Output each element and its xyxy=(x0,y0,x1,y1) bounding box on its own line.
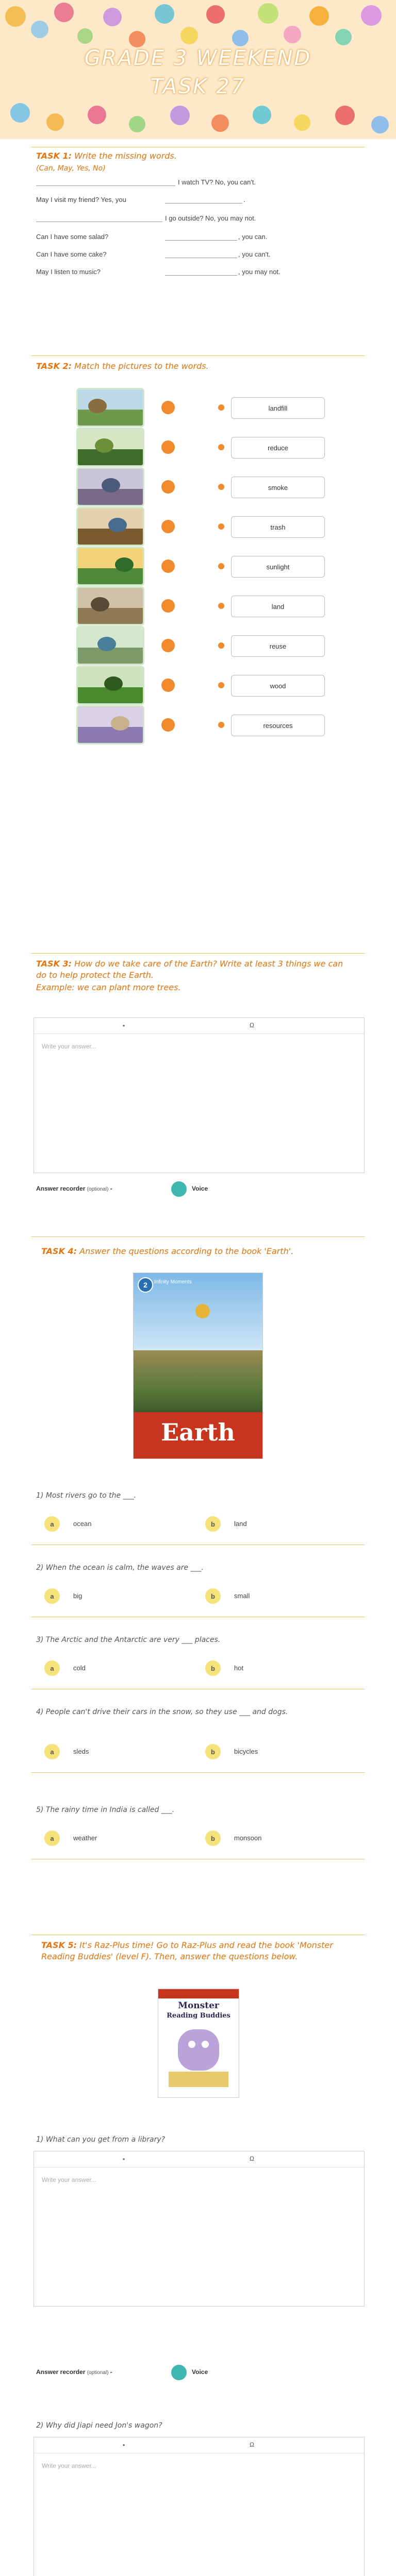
watercolor-dot xyxy=(361,5,382,26)
option-a-text[interactable]: weather xyxy=(73,1834,97,1842)
match-picture[interactable] xyxy=(76,428,144,467)
match-connector-left[interactable] xyxy=(161,599,175,613)
match-word-smoke[interactable]: smoke xyxy=(231,477,325,498)
banner-title-line1: GRADE 3 WEEKEND xyxy=(84,46,312,70)
match-word-sunlight[interactable]: sunlight xyxy=(231,556,325,578)
match-picture[interactable] xyxy=(76,388,144,427)
option-a-text[interactable]: sleds xyxy=(73,1748,89,1755)
recorder-optional: (optional) xyxy=(87,1187,109,1192)
watercolor-dot xyxy=(294,114,310,131)
task1-hint: (Can, May, Yes, No) xyxy=(36,164,106,173)
task1-instruction: Write the missing words. xyxy=(74,151,177,161)
watercolor-dot xyxy=(211,114,229,132)
match-connector-right[interactable] xyxy=(218,444,224,450)
match-picture[interactable] xyxy=(76,626,144,665)
match-word-land[interactable]: land xyxy=(231,596,325,617)
match-picture[interactable] xyxy=(76,507,144,546)
match-connector-right[interactable] xyxy=(218,404,224,411)
picture-detail xyxy=(95,438,113,453)
option-b-badge[interactable]: b xyxy=(205,1744,221,1759)
task1-line6-suffix: , you may not. xyxy=(238,268,280,276)
match-connector-left[interactable] xyxy=(161,718,175,732)
book-title: Earth xyxy=(161,1418,235,1446)
picture-detail xyxy=(104,676,123,691)
task5-instruction: It's Raz-Plus time! Go to Raz-Plus and read the book 'Monster Reading Buddies' (level F). Then, answer the questions below. xyxy=(41,1940,333,1961)
task4-question-3: 3) The Arctic and the Antarctic are very ___ places. xyxy=(36,1636,221,1644)
task3-answer-editor[interactable] xyxy=(34,1018,365,1173)
option-b-text[interactable]: land xyxy=(234,1520,247,1528)
match-connector-left[interactable] xyxy=(161,639,175,652)
editor-toolbar xyxy=(34,2151,364,2167)
match-picture[interactable] xyxy=(76,705,144,744)
picture-ground xyxy=(78,727,143,743)
option-a-badge[interactable]: a xyxy=(44,1744,60,1759)
bullet-list-icon[interactable]: • xyxy=(123,2442,125,2449)
bullet-list-icon[interactable]: • xyxy=(123,2156,125,2163)
picture-sky xyxy=(78,588,143,608)
watercolor-dot xyxy=(31,21,48,38)
watercolor-dot xyxy=(46,113,64,131)
task4-label: TASK 4: xyxy=(41,1246,77,1256)
match-connector-right[interactable] xyxy=(218,563,224,569)
watercolor-dot xyxy=(88,106,106,124)
divider xyxy=(31,953,365,954)
match-connector-right[interactable] xyxy=(218,603,224,609)
task1-line5-suffix: , you can't. xyxy=(238,250,271,258)
task4-instruction: Answer the questions according to the book 'Earth'. xyxy=(79,1246,294,1256)
task2-instruction: Match the pictures to the words. xyxy=(74,361,209,371)
picture-ground xyxy=(78,529,143,545)
picture-ground xyxy=(78,410,143,426)
cover-top-band xyxy=(158,1989,239,1998)
watercolor-dot xyxy=(258,3,278,24)
task5-recorder-label-1: Answer recorder (optional) - xyxy=(36,2368,112,2376)
picture-detail xyxy=(115,557,134,572)
watercolor-dot xyxy=(5,6,26,27)
match-word-trash[interactable]: trash xyxy=(231,516,325,538)
match-word-wood[interactable]: wood xyxy=(231,675,325,697)
task2-heading xyxy=(36,361,361,372)
task1-line4-suffix: , you can. xyxy=(238,233,268,241)
header-banner xyxy=(0,0,396,139)
monster-eye xyxy=(188,2041,195,2048)
option-a-badge[interactable]: a xyxy=(44,1831,60,1846)
match-connector-left[interactable] xyxy=(161,480,175,494)
option-b-text[interactable]: small xyxy=(234,1592,250,1600)
task1-line6-prefix: May I listen to music? xyxy=(36,268,101,276)
watercolor-dot xyxy=(206,5,225,24)
task5-question-1: 1) What can you get from a library? xyxy=(36,2136,166,2144)
task1-line1-suffix: I watch TV? No, you can't. xyxy=(178,178,256,186)
picture-detail xyxy=(91,597,109,612)
watercolor-dot xyxy=(155,4,174,24)
watercolor-dot xyxy=(232,30,249,46)
task4-question-5: 5) The rainy time in India is called ___. xyxy=(36,1806,175,1814)
task5-question-2: 2) Why did Jiapi need Jon's wagon? xyxy=(36,2421,162,2430)
watercolor-dot xyxy=(129,31,145,47)
task3-label: TASK 3: xyxy=(36,959,72,969)
picture-detail xyxy=(97,637,116,651)
monster-illustration xyxy=(178,2029,219,2071)
task1-label: TASK 1: xyxy=(36,151,72,161)
option-b-badge[interactable]: b xyxy=(205,1516,221,1532)
match-word-resources[interactable]: resources xyxy=(231,715,325,736)
omega-icon[interactable]: Ω xyxy=(250,2441,254,2448)
option-a-badge[interactable]: a xyxy=(44,1588,60,1604)
option-a-text[interactable]: ocean xyxy=(73,1520,92,1528)
task3-recorder-label: Answer recorder (optional) - xyxy=(36,1185,112,1192)
option-a-badge[interactable]: a xyxy=(44,1660,60,1676)
watercolor-dot xyxy=(77,28,93,44)
task1-line4-prefix: Can I have some salad? xyxy=(36,233,109,241)
option-b-text[interactable]: bicycles xyxy=(234,1748,258,1755)
picture-detail xyxy=(108,518,127,532)
option-b-text[interactable]: hot xyxy=(234,1664,244,1672)
match-word-reuse[interactable]: reuse xyxy=(231,635,325,657)
option-a-badge[interactable]: a xyxy=(44,1516,60,1532)
match-word-landfill[interactable]: landfill xyxy=(231,397,325,419)
task3-heading xyxy=(36,958,356,981)
task1-heading xyxy=(36,150,361,162)
watercolor-dot xyxy=(335,29,352,45)
task1-line5-prefix: Can I have some cake? xyxy=(36,250,107,258)
book-title-line1: Monster xyxy=(178,2001,219,2011)
task5-placeholder-1: Write your answer... xyxy=(42,2176,96,2183)
task1-line2-prefix: May I visit my friend? Yes, you xyxy=(36,196,126,204)
match-connector-right[interactable] xyxy=(218,722,224,728)
book-title-line2: Reading Buddies xyxy=(167,2012,230,2020)
match-connector-right[interactable] xyxy=(218,682,224,688)
books-illustration xyxy=(169,2072,228,2087)
picture-ground xyxy=(78,608,143,624)
monster-book-cover xyxy=(158,1989,239,2098)
picture-ground xyxy=(78,568,143,585)
answer-blank-4[interactable] xyxy=(165,240,237,241)
microphone-icon[interactable] xyxy=(171,2365,187,2380)
match-connector-right[interactable] xyxy=(218,523,224,530)
monster-eye xyxy=(202,2041,209,2048)
task5-heading xyxy=(41,1940,361,1962)
watercolor-dot xyxy=(284,26,301,43)
option-b-badge[interactable]: b xyxy=(205,1588,221,1604)
voice-label: Voice xyxy=(192,2368,208,2376)
task1-line2-suffix: . xyxy=(243,196,245,204)
match-connector-left[interactable] xyxy=(161,679,175,692)
omega-icon[interactable]: Ω xyxy=(250,1022,254,1029)
task4-question-4: 4) People can't drive their cars in the snow, so they use ___ and dogs. xyxy=(36,1708,288,1716)
omega-icon[interactable]: Ω xyxy=(250,2155,254,2162)
task5-label: TASK 5: xyxy=(41,1940,77,1950)
watercolor-dot xyxy=(180,27,198,44)
watercolor-dot xyxy=(309,6,329,26)
earth-book-cover xyxy=(133,1273,263,1459)
editor-toolbar xyxy=(34,1018,364,1034)
option-a-text[interactable]: big xyxy=(73,1592,82,1600)
picture-detail xyxy=(88,399,107,413)
match-connector-left[interactable] xyxy=(161,520,175,533)
book-series: Infinity Moments xyxy=(154,1279,192,1285)
task5-answer-editor-1[interactable] xyxy=(34,2151,365,2307)
task4-question-2: 2) When the ocean is calm, the waves are ___. xyxy=(36,1564,204,1572)
task5-answer-editor-2[interactable] xyxy=(34,2437,365,2576)
watercolor-dot xyxy=(103,8,122,26)
divider xyxy=(31,355,365,356)
match-picture[interactable] xyxy=(76,467,144,506)
picture-ground xyxy=(78,449,143,466)
match-word-reduce[interactable]: reduce xyxy=(231,437,325,459)
picture-sky xyxy=(78,389,143,410)
match-connector-right[interactable] xyxy=(218,484,224,490)
editor-toolbar xyxy=(34,2437,364,2453)
divider xyxy=(31,1236,365,1237)
recorder-label: Answer recorder xyxy=(36,2368,86,2376)
option-b-text[interactable]: monsoon xyxy=(234,1834,262,1842)
voice-label: Voice xyxy=(192,1185,208,1192)
task3-instruction: How do we take care of the Earth? Write at least 3 things we can do to help protect the Earth. xyxy=(36,959,343,980)
option-b-badge[interactable]: b xyxy=(205,1831,221,1846)
watercolor-dot xyxy=(54,3,74,22)
bullet-list-icon[interactable]: • xyxy=(123,1022,125,1029)
match-connector-left[interactable] xyxy=(161,401,175,414)
task4-question-1: 1) Most rivers go to the ___. xyxy=(36,1492,137,1500)
divider xyxy=(31,1772,365,1773)
landscape-image xyxy=(134,1350,262,1412)
watercolor-dot xyxy=(253,106,271,124)
answer-blank-6[interactable] xyxy=(165,275,237,276)
watercolor-dot xyxy=(170,106,190,125)
recorder-label: Answer recorder xyxy=(36,1185,86,1192)
recorder-optional: (optional) xyxy=(87,2370,109,2376)
picture-detail xyxy=(111,716,129,731)
option-a-text[interactable]: cold xyxy=(73,1664,86,1672)
task3-example: Example: we can plant more trees. xyxy=(36,982,181,992)
balloon-image xyxy=(195,1304,210,1318)
task1-line3-suffix: I go outside? No, you may not. xyxy=(165,214,256,222)
task4-heading xyxy=(41,1246,366,1257)
match-connector-right[interactable] xyxy=(218,642,224,649)
task3-placeholder: Write your answer... xyxy=(42,1043,96,1050)
match-picture[interactable] xyxy=(76,666,144,705)
level-badge: 2 xyxy=(138,1277,153,1293)
microphone-icon[interactable] xyxy=(171,1181,187,1197)
watercolor-dot xyxy=(129,116,145,132)
match-picture[interactable] xyxy=(76,547,144,586)
banner-title-line2: TASK 27 xyxy=(150,75,246,98)
task2-label: TASK 2: xyxy=(36,361,72,371)
task5-placeholder-2: Write your answer... xyxy=(42,2462,96,2469)
watercolor-dot xyxy=(10,103,30,123)
answer-blank-2[interactable] xyxy=(165,203,242,204)
watercolor-dot xyxy=(371,116,389,133)
watercolor-dot xyxy=(335,106,355,125)
picture-sky xyxy=(78,707,143,727)
match-connector-left[interactable] xyxy=(161,560,175,573)
match-connector-left[interactable] xyxy=(161,440,175,454)
picture-detail xyxy=(102,478,120,493)
answer-blank-1[interactable] xyxy=(36,185,175,186)
match-picture[interactable] xyxy=(76,586,144,625)
option-b-badge[interactable]: b xyxy=(205,1660,221,1676)
